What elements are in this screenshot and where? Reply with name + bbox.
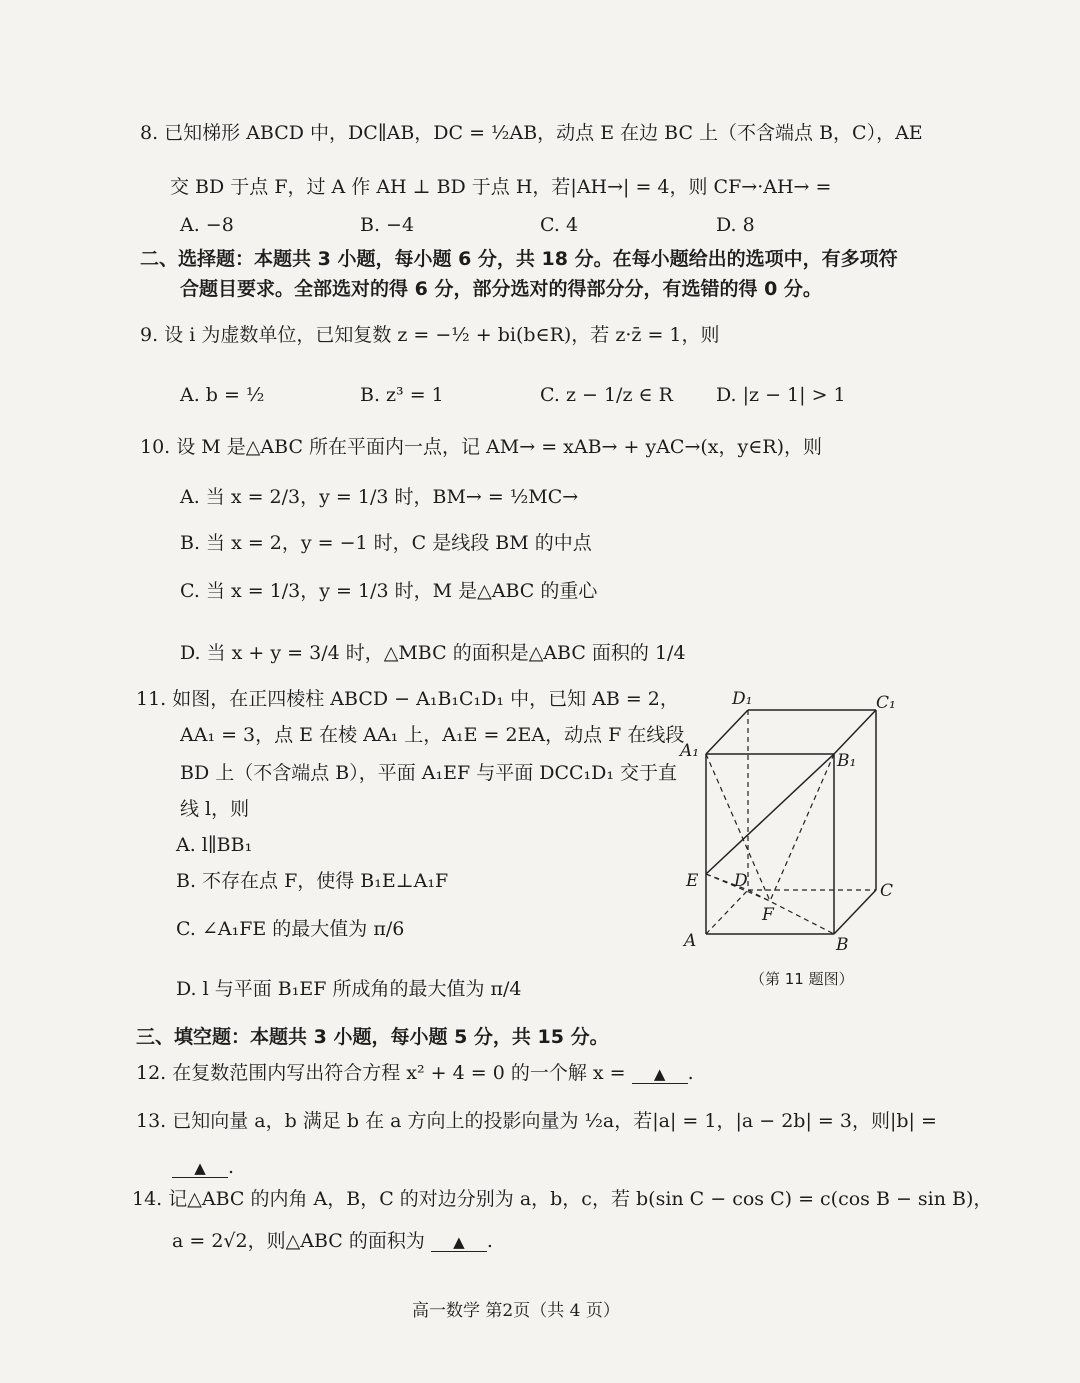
q8-line1: 8. 已知梯形 ABCD 中，DC∥AB，DC = ½AB，动点 E 在边 BC 上（不含端点 B，C），AE [140,122,923,144]
q12-end: . [687,1062,694,1084]
label-d1: D₁ [732,689,753,709]
prism-figure [676,680,902,990]
label-a1: A₁ [680,741,700,761]
q8-option-b: B. −4 [360,214,415,236]
edge-b1c1 [834,710,876,754]
edge-ad-hidden [706,890,748,934]
q9-option-a: A. b = ½ [180,384,265,406]
label-e: E [686,871,699,891]
q14-answer-blank[interactable]: ▲ [431,1233,487,1252]
q11-option-b: B. 不存在点 F，使得 B₁E⊥A₁F [176,870,449,892]
page-footer: 高一数学 第2页（共 4 页） [412,1301,620,1321]
edge-bc [834,890,876,934]
label-a: A [684,931,697,951]
q9-option-d: D. |z − 1| > 1 [716,384,846,406]
q11-line3: BD 上（不含端点 B），平面 A₁EF 与平面 DCC₁D₁ 交于直 [180,762,678,784]
q13-end: . [228,1156,235,1178]
q11-line1: 11. 如图，在正四棱柱 ABCD − A₁B₁C₁D₁ 中，已知 AB = 2， [136,688,679,710]
figure-caption: （第 11 题图） [750,970,854,988]
q8-option-d: D. 8 [716,214,755,236]
label-c1: C₁ [876,693,896,713]
q12-answer-blank[interactable]: ▲ [632,1065,688,1084]
section3-heading: 三、填空题：本题共 3 小题，每小题 5 分，共 15 分。 [136,1026,609,1048]
q8-option-a: A. −8 [180,214,234,236]
edge-a1d1 [706,710,748,754]
q10-option-c: C. 当 x = 1/3，y = 1/3 时，M 是△ABC 的重心 [180,580,598,602]
q11-option-c: C. ∠A₁FE 的最大值为 π/6 [176,918,405,940]
q14-line1: 14. 记△ABC 的内角 A，B，C 的对边分别为 a，b，c，若 b(sin C − cos C) = c(cos B − sin B)， [132,1188,993,1210]
q10-option-a: A. 当 x = 2/3，y = 1/3 时，BM→ = ½MC→ [180,486,579,508]
label-b: B [836,935,849,955]
q14-text: a = 2√2，则△ABC 的面积为 [172,1230,425,1252]
q13-answer-line [172,1154,234,1180]
q9-stem: 9. 设 i 为虚数单位，已知复数 z = −½ + bi(b∈R)，若 z·z̄ = 1，则 [140,324,720,346]
segment-b1f-hidden [770,754,834,901]
q13-answer-blank[interactable]: ▲ [172,1159,228,1178]
segment-b1e [706,754,834,874]
q11-option-d: D. l 与平面 B₁EF 所成角的最大值为 π/4 [176,978,522,1000]
q13-line: 13. 已知向量 a，b 满足 b 在 a 方向上的投影向量为 ½a，若|a| = 1，|a − 2b| = 3，则|b| = [136,1110,937,1132]
q12-text: 12. 在复数范围内写出符合方程 x² + 4 = 0 的一个解 x = [136,1062,626,1084]
q14-line2 [172,1228,493,1254]
segment-db-hidden [748,890,834,934]
q10-option-d: D. 当 x + y = 3/4 时，△MBC 的面积是△ABC 面积的 1/4 [180,642,686,664]
q8-line2: 交 BD 于点 F，过 A 作 AH ⊥ BD 于点 H，若|AH→| = 4，则 CF→·AH→ = [170,176,832,198]
q10-option-b: B. 当 x = 2，y = −1 时，C 是线段 BM 的中点 [180,532,592,554]
q11-line4: 线 l，则 [180,798,250,820]
q9-option-b: B. z³ = 1 [360,384,444,406]
q10-stem: 10. 设 M 是△ABC 所在平面内一点，记 AM→ = xAB→ + yAC→(x，y∈R)，则 [140,436,823,458]
section2-heading-cont: 合题目要求。全部选对的得 6 分，部分选对的得部分分，有选错的得 0 分。 [180,278,822,300]
q12-line [136,1060,694,1086]
q9-option-c: C. z − 1/z ∈ R [540,384,673,406]
q11-line2: AA₁ = 3，点 E 在棱 AA₁ 上，A₁E = 2EA，动点 F 在线段 [180,724,685,746]
q11-option-a: A. l∥BB₁ [176,834,253,856]
label-d: D [734,871,748,891]
q8-option-c: C. 4 [540,214,579,236]
section2-heading: 二、选择题：本题共 3 小题，每小题 6 分，共 18 分。在每小题给出的选项中，有多项符 [140,248,898,270]
label-b1: B₁ [837,751,857,771]
q14-end: . [486,1230,493,1252]
label-f: F [762,905,774,925]
label-c: C [880,881,894,901]
